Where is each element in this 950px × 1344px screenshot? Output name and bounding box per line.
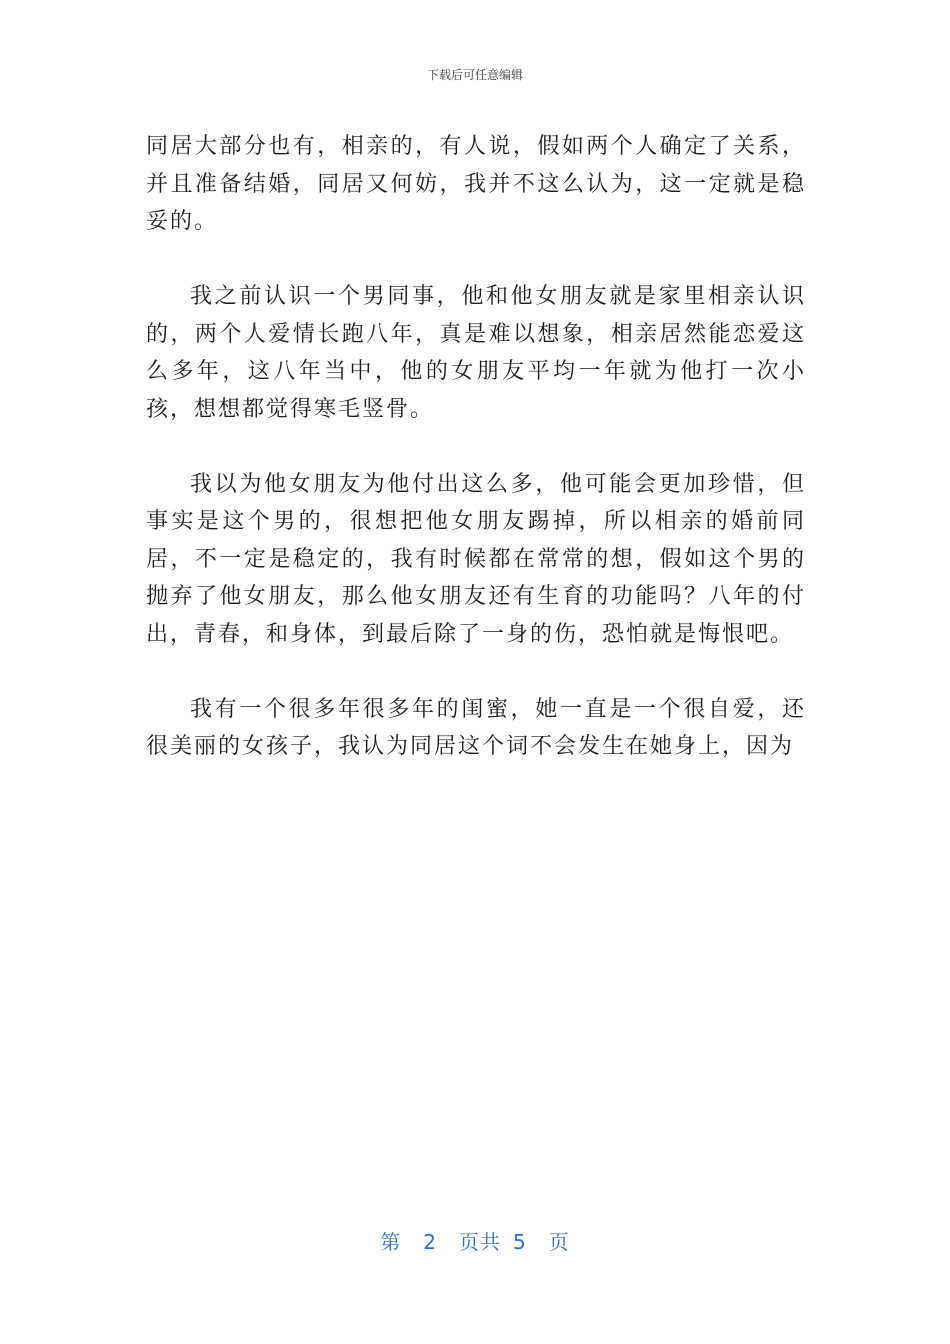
footer-suffix: 页 bbox=[548, 1230, 570, 1254]
footer-total-pages: 5 bbox=[513, 1230, 527, 1254]
footer-current-page: 2 bbox=[423, 1230, 437, 1254]
paragraph-4: 我有一个很多年很多年的闺蜜，她一直是一个很自爱，还很美丽的女孩子，我认为同居这个词不会发生在她身上，因为 bbox=[146, 696, 806, 759]
footer-prefix: 第 bbox=[380, 1230, 402, 1254]
header-note: 下载后可任意编辑 bbox=[426, 68, 523, 82]
document-body bbox=[146, 128, 806, 766]
paragraph-3: 我以为他女朋友为他付出这么多，他可能会更加珍惜，但事实是这个男的，很想把他女朋友踢掉，所以相亲的婚前同居，不一定是稳定的，我有时候都在常常的想，假如这个男的抛弃了他女朋友，那么他女朋友还有生育的功能吗？八年的付出，青春，和身体，到最后除了一身的伤，恐怕就是悔恨吧。 bbox=[146, 471, 806, 647]
footer-middle: 页共 bbox=[459, 1230, 501, 1254]
paragraph-2: 我之前认识一个男同事，他和他女朋友就是家里相亲认识的，两个人爱情长跑八年，真是难以想象，相亲居然能恋爱这么多年，这八年当中，他的女朋友平均一年就为他打一次小孩，想想都觉得寒毛竖骨。 bbox=[146, 284, 806, 422]
page-footer bbox=[0, 1226, 950, 1255]
paragraph-1: 同居大部分也有，相亲的，有人说，假如两个人确定了关系，并且准备结婚，同居又何妨，我并不这么认为，这一定就是稳妥的。 bbox=[146, 134, 806, 234]
